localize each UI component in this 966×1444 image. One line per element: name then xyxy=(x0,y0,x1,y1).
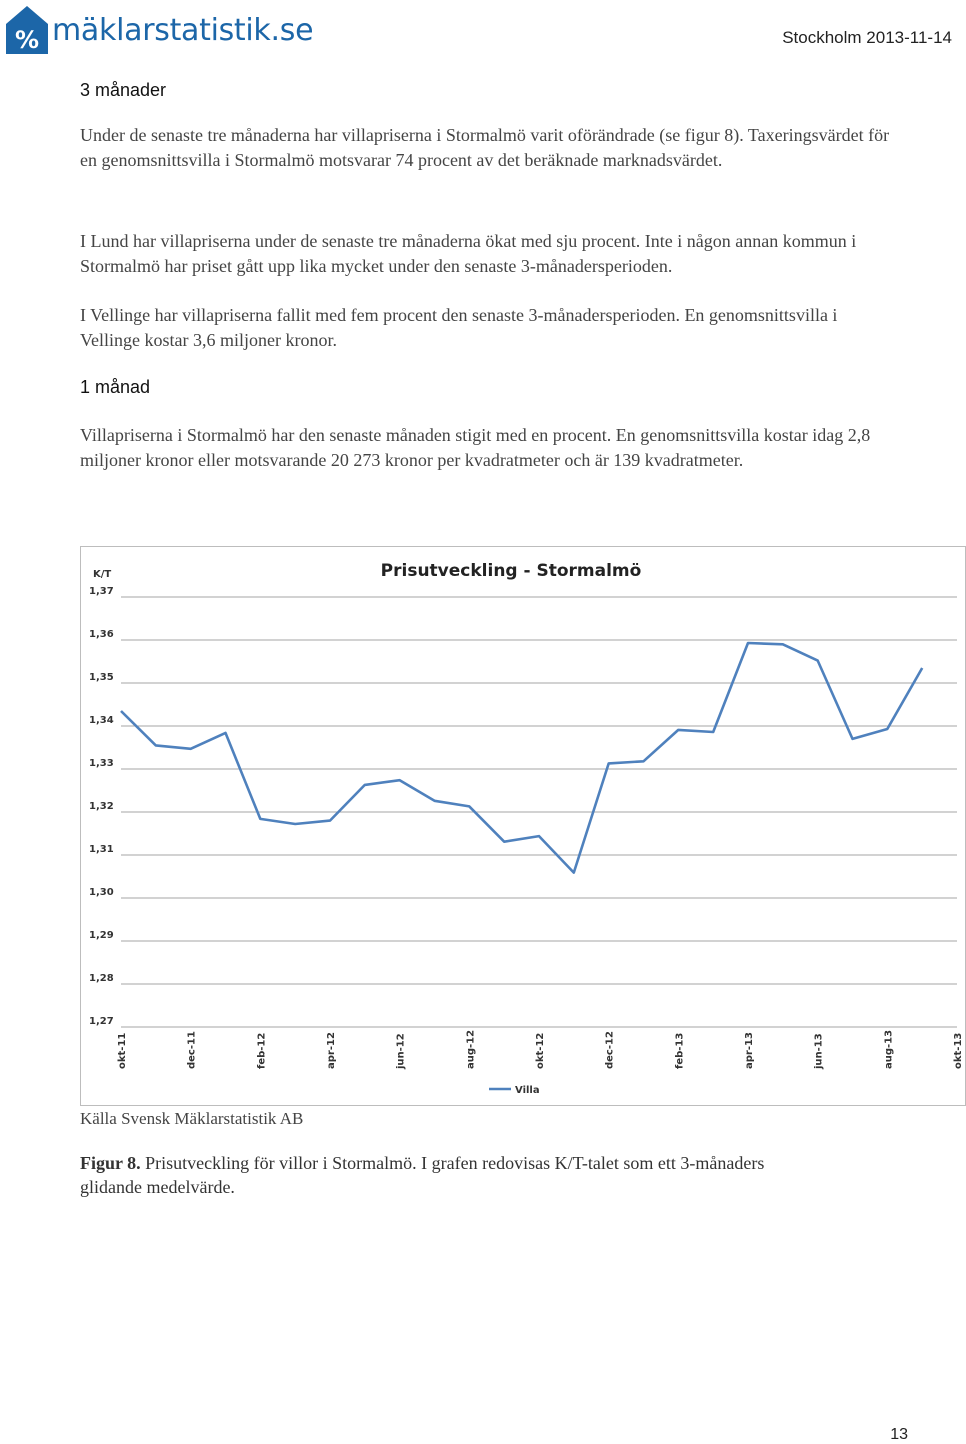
x-tick-label: okt-13 xyxy=(953,1032,964,1069)
paragraph: I Vellinge har villapriserna fallit med fem procent den senaste 3-månadersperioden. En genomsnittsvilla i Vellinge kostar 3,6 miljoner kronor. xyxy=(80,305,838,350)
caption-text: Prisutveckling för villor i Stormalmö. I grafen redovisas K/T-talet som ett 3-månaders glidande medelvärde. xyxy=(80,1153,765,1197)
brand-logo[interactable] xyxy=(4,2,313,58)
x-tick-label: apr-12 xyxy=(326,1032,337,1069)
y-tick-label: 1,29 xyxy=(89,930,114,941)
x-tick-label: jun-12 xyxy=(395,1033,407,1069)
header-date: Stockholm 2013-11-14 xyxy=(782,28,952,47)
y-tick-label: 1,31 xyxy=(89,844,114,855)
y-tick-label: 1,27 xyxy=(89,1016,114,1027)
x-tick-label: dec-12 xyxy=(604,1031,616,1069)
x-tick-label: dec-11 xyxy=(186,1031,198,1069)
section-heading-3-months: 3 månader xyxy=(80,80,167,100)
page-number: 13 xyxy=(890,1426,908,1443)
page-header xyxy=(0,0,960,62)
y-tick-label: 1,34 xyxy=(89,715,114,726)
y-tick-label: 1,32 xyxy=(89,801,114,812)
x-tick-label: feb-12 xyxy=(256,1032,268,1069)
x-tick-label: okt-11 xyxy=(117,1032,128,1069)
x-tick-label: aug-12 xyxy=(465,1029,477,1069)
chart-source: Källa Svensk Mäklarstatistik AB xyxy=(80,1109,304,1128)
y-tick-label: 1,35 xyxy=(89,672,114,683)
figure-caption xyxy=(80,1151,780,1199)
x-tick-label: aug-13 xyxy=(883,1029,895,1069)
y-tick-label: 1,36 xyxy=(89,629,114,640)
x-tick-label: okt-12 xyxy=(535,1032,546,1069)
logo-symbol: % xyxy=(14,26,40,54)
chart-canvas xyxy=(81,547,965,1105)
y-axis-label: K/T xyxy=(93,569,112,580)
price-chart xyxy=(80,546,966,1106)
x-tick-label: feb-13 xyxy=(674,1032,686,1069)
y-tick-label: 1,28 xyxy=(89,973,114,984)
paragraph: Villapriserna i Stormalmö har den senaste månaden stigit med en procent. En genomsnittsvilla kostar idag 2,8 miljoner kronor eller motsvarande 20 273 kronor per kvadratmeter och är 139 kvadratmeter. xyxy=(80,425,871,470)
y-tick-label: 1,33 xyxy=(89,758,114,769)
house-percent-icon xyxy=(4,4,50,56)
section-heading-1-month: 1 månad xyxy=(80,377,151,397)
y-tick-label: 1,30 xyxy=(89,887,114,898)
y-tick-label: 1,37 xyxy=(89,586,114,597)
x-tick-label: jun-13 xyxy=(813,1033,825,1069)
caption-label: Figur 8. xyxy=(80,1153,141,1173)
series-line-villa xyxy=(121,643,922,873)
paragraph: Under de senaste tre månaderna har villapriserna i Stormalmö varit oförändrade (se figur 8). Taxeringsvärdet för en genomsnittsvilla i Stormalmö motsvarar 74 procent av det beräknade marknadsvärdet. xyxy=(80,125,890,170)
logo-wordmark: mäklarstatistik.se xyxy=(52,12,314,48)
chart-title: Prisutveckling - Stormalmö xyxy=(380,561,642,581)
paragraph: I Lund har villapriserna under de senaste tre månaderna ökat med sju procent. Inte i någon annan kommun i Stormalmö har priset gått upp lika mycket under den senaste 3-månadersperioden. xyxy=(80,231,857,276)
legend-label: Villa xyxy=(515,1085,540,1096)
x-tick-label: apr-13 xyxy=(744,1032,755,1069)
